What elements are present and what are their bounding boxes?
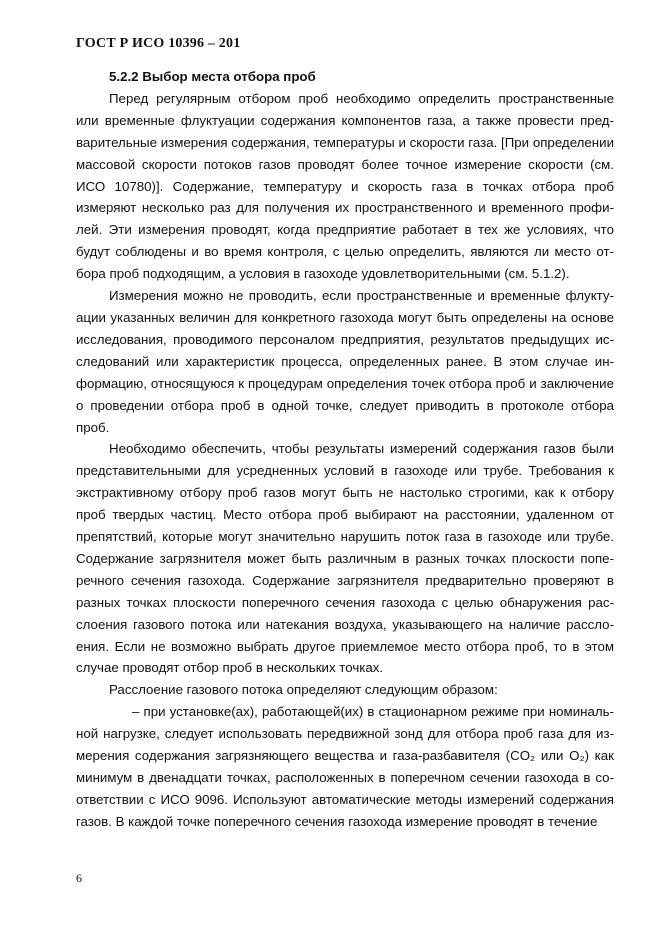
document-body: [76, 66, 614, 833]
list-item-stationary-mode: – при установке(ах), работающей(их) в стационарном режиме при номинальной нагрузке, следует использовать передвижной зонд для отбора проб газа для измерения содержания загрязняющего вещества и газа-разбавителя (CO₂ или O₂) как минимум в двенадцати точках, расположенных в поперечном сечении газохода в соответствии с ИСО 9096. Используют автоматические методы измерений содержания газов. В каждой точке поперечного сечения газохода измерение проводят в течение: [76, 704, 614, 829]
paragraph-representative-results: Необходимо обеспечить, чтобы результаты измерений содержания газов были представительными для усредненных условий в газоходе или трубе. Требования к экстрактивному отбору проб газов могут быть не настолько строгими, как к отбору проб твердых частиц. Место отбора проб выбирают на расстоянии, удаленном от препятствий, которые могут значительно нарушить поток газа в газоходе или трубе. Содержание загрязнителя может быть различным в разных точках плоскости поперечного сечения газохода. Содержание загрязнителя предварительно проверяют в разных точках плоскости поперечного сечения газохода с целью обнаружения расслоения газового потока или натекания воздуха, указывающего на наличие расслоения. Если не возможно выбрать другое приемлемое место отбора проб, то в этом случае проводят отбор проб в нескольких точках.: [76, 441, 614, 676]
paragraph-stratification-intro: Расслоение газового потока определяют следующим образом:: [109, 682, 498, 698]
paragraph-measurements-optional: Измерения можно не проводить, если пространственные и временные флуктуации указанных величин для конкретного газохода могут быть определены на основе исследования, проводимого персоналом предприятия, результатов предыдущих исследований или характеристик процесса, определенных ранее. В этом случае информацию, относящуюся к процедурам определения точек отбора проб и заключение о проведении отбора проб в одной точке, следует приводить в протоколе отбора проб.: [76, 288, 614, 435]
document-header: ГОСТ Р ИСО 10396 – 201: [76, 36, 241, 51]
section-heading: 5.2.2 Выбор места отбора проб: [109, 69, 316, 84]
paragraph-site-selection: Перед регулярным отбором проб необходимо определить пространственные или временные флуктуации содержания компонентов газа, а также провести предварительные измерения содержания, температуры и скорости газа. [При определении массовой скорости потоков газов проводят более точное измерение скорости (см. ИСО 10780)]. Содержание, температуру и скорость газа в точках отбора проб измеряют несколько раз для получения их пространственного и временного профилей. Эти измерения проводят, когда предприятие работает в тех же условиях, что будут соблюдены и во время контроля, с целью определить, являются ли место отбора проб подходящим, а условия в газоходе удовлетворительными (см. 5.1.2).: [76, 90, 614, 282]
page-number: 6: [76, 871, 82, 885]
